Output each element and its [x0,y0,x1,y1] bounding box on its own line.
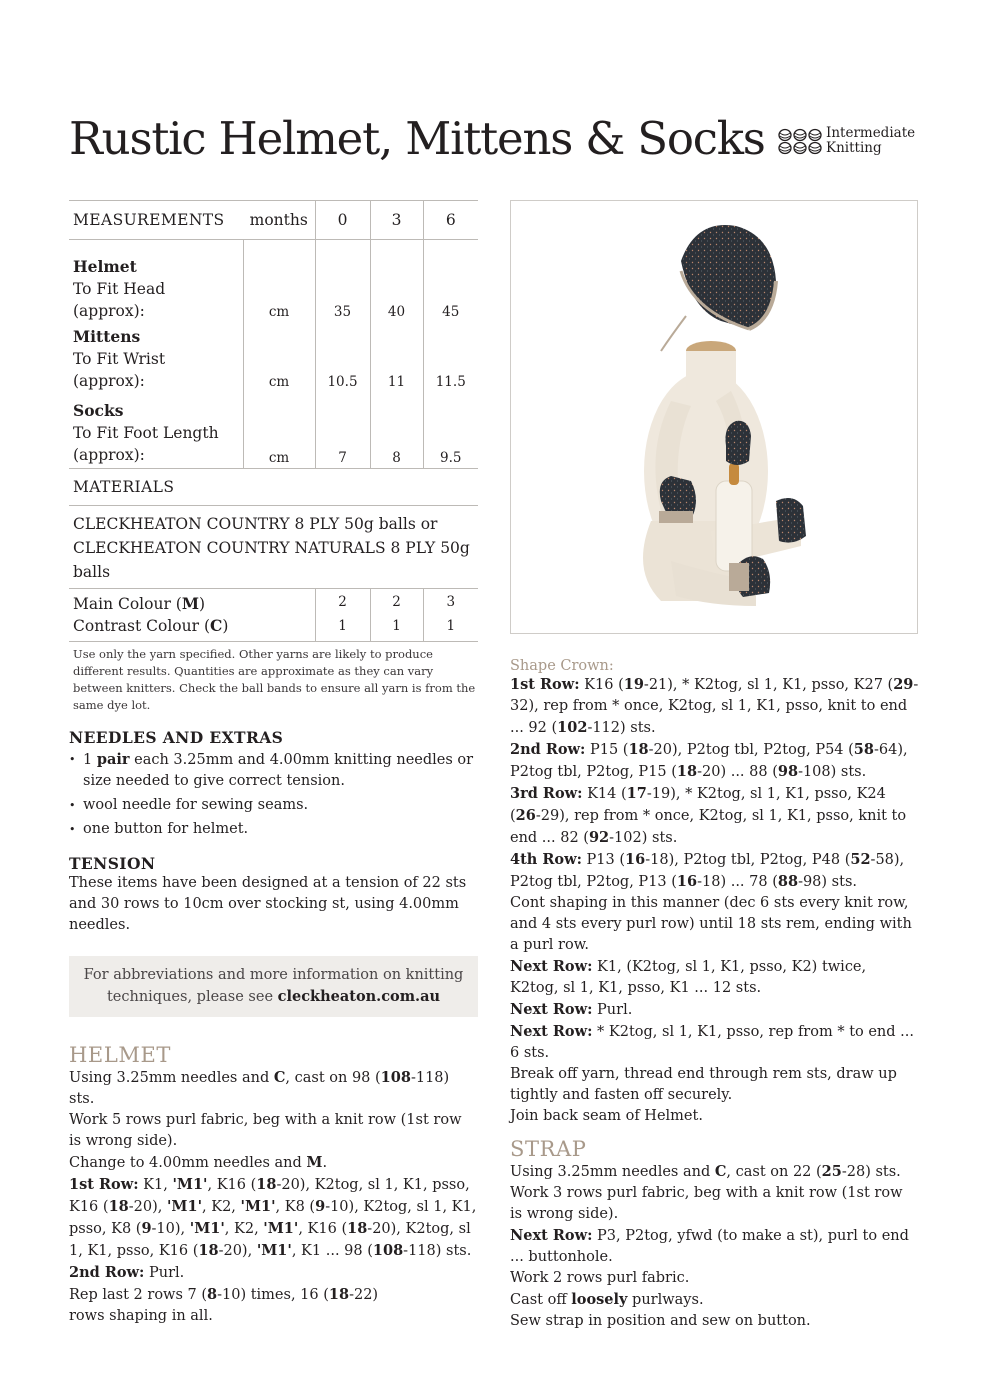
helmet-repeat-part-1: 8 [207,1286,218,1303]
yarn-note: Use only the yarn specified. Other yarns are likely to produce different results. Quantities are approximate as they can vary between knitters. Check the ball bands to ensure all yarn is from the same dye lot. [73,647,476,712]
helmet-row-name: Helmet [73,257,137,276]
helmet-repeat-part-3: 18 [328,1286,350,1303]
crown-row-4-part-4: -58), P2tog tbl, P2tog, P13 ( [510,852,905,890]
mittens-row-label: To Fit Wrist (approx): [73,350,166,390]
crown-next-row-3: Next Row: * K2tog, sl 1, K1, psso, rep from * to end ... 6 sts. [510,1023,914,1061]
crown-row-1-part-0: K16 ( [579,677,624,693]
crown-row-1-part-5: 102 [557,719,588,736]
helmet-value-0: 35 [315,240,370,323]
crown-break-off: Break off yarn, thread end through rem sts, draw up tightly and fasten off securely. [510,1066,897,1103]
crown-row-4-part-3: 52 [850,851,871,868]
crown-row-3-part-2: -19), * K2tog, sl 1, K1, psso, K24 ( [510,786,886,824]
crown-row-2-part-0: P15 ( [585,742,629,758]
crown-row-2-part-5: 18 [676,763,698,780]
helmet-purl-fabric: Work 5 rows purl fabric, beg with a knit row (1st row is wrong side). [69,1112,462,1149]
helmet-row-1-part-9: 'M1' [240,1198,276,1215]
helmet-row-1-part-4: -20), K2tog, sl 1, K1, psso, K16 ( [69,1177,470,1215]
abbreviations-text: For abbreviations and more information on knitting techniques, please see [83,967,464,1005]
helmet-value-1: 40 [370,240,423,323]
crown-join: Join back seam of Helmet. [510,1108,703,1124]
socks-row-label-2: (approx): [73,446,145,464]
left-column [69,200,478,1327]
crown-row-1: 1st Row: K16 (19-21), * K2tog, sl 1, K1, psso, K27 (29-32), rep from * once, K2tog, sl 1, K1, psso, knit to end ... 92 (102-112) sts. [510,676,919,736]
mittens-value-0: 10.5 [315,322,370,392]
helmet-row-1-part-0: K1, [138,1177,173,1193]
helmet-repeat-part-0: Rep last 2 rows 7 ( [69,1287,207,1303]
crown-row-2-part-7: 98 [777,763,799,780]
helmet-row-1-part-1: 'M1' [172,1176,208,1193]
helmet-row-1-part-18: , K16 ( [298,1221,348,1237]
level-line-2: Knitting [826,140,882,156]
crown-row-1-part-6: -112) sts. [587,720,656,736]
crown-row-2-part-3: 58 [853,741,874,758]
strap-cast-off: Cast off loosely purlways. [510,1291,704,1308]
helmet-row-1-part-26: -118) sts. [403,1243,472,1259]
materials-heading: MATERIALS [69,469,478,506]
helmet-row-1-part-15: 'M1' [189,1220,225,1237]
helmet-repeat-part-2: -10) times, 16 ( [217,1287,329,1303]
crown-row-3-part-0: K14 ( [582,786,627,802]
helmet-row-2: 2nd Row: Purl. [69,1264,185,1281]
helmet-repeat-part-4: -22) rows shaping in all. [69,1287,379,1324]
crown-row-4-part-6: -18) ... 78 ( [697,874,778,890]
helmet-row-1-part-2: , K16 ( [207,1177,257,1193]
abbreviations-box [69,956,478,1017]
crown-row-4: 4th Row: P13 (16-18), P2tog tbl, P2tog, P48 (52-58), P2tog tbl, P2tog, P13 (16-18) ... 78 (88-98) sts. [510,851,905,890]
main-colour-value-2: 3 [423,589,478,616]
helmet-row-1-part-7: 'M1' [166,1198,203,1215]
main-colour-value-0: 2 [315,589,370,616]
crown-row-3-part-6: -102) sts. [609,830,678,846]
needles-item-3: • one button for helmet. [69,819,478,840]
socks-value-0: 7 [315,392,370,469]
unit-header: months [243,201,315,240]
crown-row-4-part-2: -18), P2tog tbl, P2tog, P48 ( [645,852,851,868]
level-line-1: Intermediate [826,125,916,141]
helmet-heading: HELMET [69,1043,172,1067]
right-column [510,658,919,1332]
crown-row-2: 2nd Row: P15 (18-20), P2tog tbl, P2tog, P54 (58-64), P2tog tbl, P2tog, P15 (18-20) ... 88 (98-108) sts. [510,741,908,780]
strap-purl-fabric: Work 3 rows purl fabric, beg with a knit row (1st row is wrong side). [510,1185,903,1222]
helmet-row-1-part-14: -10), [151,1221,190,1237]
helmet-row-1-part-10: , K8 ( [275,1199,316,1215]
socks-value-2: 9.5 [423,392,478,469]
needles-item-1: • 1 pair each 3.25mm and 4.00mm knitting needles or size needed to give correct tension. [69,749,478,792]
website-link[interactable]: cleckheaton.com.au [277,988,441,1005]
contrast-colour-value-0: 1 [315,615,370,642]
socks-row-name: Socks [73,401,124,420]
crown-row-3-part-4: -29), rep from * once, K2tog, sl 1, K1, psso, knit to end ... 82 ( [510,808,907,846]
crown-row-4-part-8: -98) sts. [798,874,857,890]
mittens-unit: cm [243,322,315,392]
crown-row-2-part-4: -64), P2tog tbl, P2tog, P15 ( [510,742,908,780]
helmet-row-1: 1st Row: K1, 'M1', K16 (18-20), K2tog, sl 1, K1, psso, K16 (18-20), 'M1', K2, 'M1', K8 (9-10), K2tog, sl 1, K1, psso, K8 (9-10), 'M1', K2, 'M1', K16 (18-20), K2tog, sl 1, K1, psso, K16 (18-20), 'M1', K1 ... 98 (108-118) sts. [69,1176,477,1259]
helmet-row-1-part-24: , K1 ... 98 ( [291,1243,373,1259]
helmet-row-1-part-19: 18 [347,1220,368,1237]
helmet-unit: cm [243,240,315,323]
crown-row-3-part-3: 26 [515,807,536,824]
helmet-row-1-part-17: 'M1' [263,1220,299,1237]
product-photo [510,200,918,634]
helmet-repeat [69,1284,399,1327]
crown-continue: Cont shaping in this manner (dec 6 sts every knit row, and 4 sts every purl row) until 18 sts rem, ending with a purl row. [510,895,912,953]
needles-item-2: • wool needle for sewing seams. [69,795,478,816]
measurements-table [69,200,478,642]
main-colour-value-1: 2 [370,589,423,616]
strap-heading: STRAP [510,1137,587,1161]
crown-row-4-part-0: P13 ( [581,852,626,868]
main-colour-label: Main Colour (M) [73,594,206,613]
helmet-row-1-part-5: 18 [108,1198,129,1215]
helmet-row-1-part-21: 18 [198,1242,219,1259]
helmet-row-1-part-16: , K2, [224,1221,264,1237]
crown-row-1-part-4: -32), rep from * once, K2tog, sl 1, K1, psso, knit to end ... 92 ( [510,677,919,736]
contrast-colour-value-1: 1 [370,615,423,642]
crown-row-2-part-1: 18 [628,741,649,758]
tension-text: These items have been designed at a tension of 22 sts and 30 rows to 10cm over stocking st, using 4.00mm needles. [69,875,467,933]
crown-row-3-part-5: 92 [588,829,610,846]
helmet-row-1-part-20: -20), K2tog, sl 1, K1, psso, K16 ( [69,1221,471,1259]
crown-row-4-part-7: 88 [777,873,799,890]
helmet-change-needles: Change to 4.00mm needles and M. [69,1154,328,1171]
mittens-value-1: 11 [370,322,423,392]
page-title: Rustic Helmet, Mittens & Socks [69,112,765,165]
contrast-colour-value-2: 1 [423,615,478,642]
strap-sew: Sew strap in position and sew on button. [510,1313,811,1329]
skill-level [778,126,915,156]
crown-row-4-part-1: 16 [625,851,646,868]
strap-work-rows: Work 2 rows purl fabric. [510,1270,690,1286]
mittens-value-2: 11.5 [423,322,478,392]
helmet-row-1-part-12: -10), K2tog, sl 1, K1, psso, K8 ( [69,1199,477,1237]
helmet-row-1-part-13: 9 [141,1220,152,1237]
helmet-row-1-part-22: -20), [218,1243,257,1259]
helmet-row-1-part-3: 18 [256,1176,277,1193]
crown-row-3: 3rd Row: K14 (17-19), * K2tog, sl 1, K1, psso, K24 (26-29), rep from * once, K2tog, sl 1, K1, psso, knit to end ... 82 (92-102) sts. [510,785,907,846]
needles-list [69,749,478,840]
crown-row-2-part-2: -20), P2tog tbl, P2tog, P54 ( [648,742,854,758]
helmet-row-1-part-25: 108 [372,1242,404,1259]
yarn-balls-icon [778,128,822,155]
mittens-row-name: Mittens [73,327,141,346]
socks-value-1: 8 [370,392,423,469]
crown-row-2-part-6: -20) ... 88 ( [697,764,778,780]
helmet-value-2: 45 [423,240,478,323]
crown-row-1-part-3: 29 [893,676,914,693]
helmet-row-1-part-11: 9 [315,1198,326,1215]
measurements-heading: MEASUREMENTS [69,201,243,240]
size-header-2: 6 [423,201,478,240]
helmet-row-1-part-23: 'M1' [256,1242,292,1259]
size-header-1: 3 [370,201,423,240]
needles-heading: NEEDLES AND EXTRAS [69,728,284,747]
strap-next-row: Next Row: P3, P2tog, yfwd (to make a st), purl to end ... buttonhole. [510,1227,909,1265]
crown-row-1-part-2: -21), * K2tog, sl 1, K1, psso, K27 ( [643,677,894,693]
helmet-cast-on: Using 3.25mm needles and C, cast on 98 (108-118) sts. [69,1069,450,1107]
helmet-row-1-part-8: , K2, [202,1199,241,1215]
shape-crown-heading: Shape Crown: [510,658,614,674]
strap-cast-on: Using 3.25mm needles and C, cast on 22 (25-28) sts. [510,1163,901,1180]
crown-next-row-1: Next Row: K1, (K2tog, sl 1, K1, psso, K2) twice, K2tog, sl 1, K1, psso, K1 ... 12 sts. [510,958,867,996]
crown-next-row-2: Next Row: Purl. [510,1001,633,1018]
yarn-description: CLECKHEATON COUNTRY 8 PLY 50g balls or CLECKHEATON COUNTRY NATURALS 8 PLY 50g balls [69,506,478,589]
crown-row-1-part-1: 19 [623,676,644,693]
size-header-0: 0 [315,201,370,240]
crown-row-3-part-1: 17 [626,785,647,802]
contrast-colour-label: Contrast Colour (C) [69,615,315,642]
crown-row-2-part-8: -108) sts. [798,764,867,780]
crown-row-4-part-5: 16 [676,873,698,890]
helmet-row-label: To Fit Head (approx): [73,280,166,320]
socks-row-label: To Fit Foot Length [73,424,219,442]
tension-heading: TENSION [69,854,156,873]
socks-unit: cm [243,392,315,469]
helmet-row-1-part-6: -20), [128,1199,167,1215]
